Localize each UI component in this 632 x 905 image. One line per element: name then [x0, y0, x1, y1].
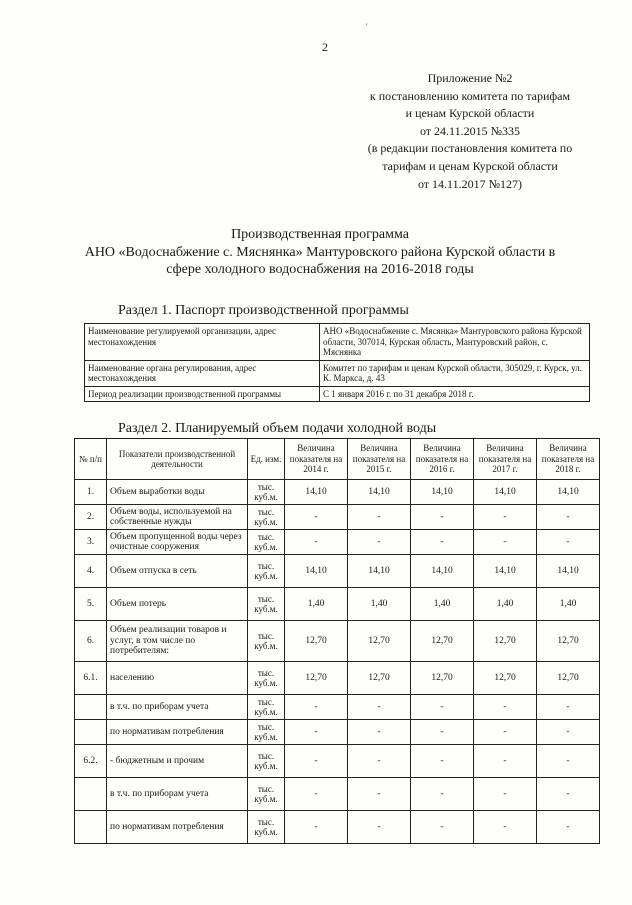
row-value-2014: 1,40 [285, 588, 348, 621]
row-value-2017: - [474, 505, 537, 530]
row-value-2015: 1,40 [348, 588, 411, 621]
table-row [75, 745, 600, 778]
row-number: 6.1. [75, 662, 107, 695]
table-row [75, 778, 600, 811]
row-value-2016: - [411, 720, 474, 745]
row-number: 6. [75, 621, 107, 662]
row-value-2016: - [411, 505, 474, 530]
row-value-2016: 12,70 [411, 621, 474, 662]
row-value-2017: - [474, 811, 537, 844]
row-indicator: Объем пропущенной воды через очистные сооружения [107, 530, 248, 555]
appendix-line: от 24.11.2015 №335 [419, 123, 521, 138]
col-header-2018: Величина показателя на 2018 г. [537, 439, 600, 480]
table-row [85, 324, 590, 361]
col-header-unit: Ед. изм. [248, 439, 285, 480]
row-value-2016: - [411, 530, 474, 555]
volume-table [74, 438, 600, 844]
row-indicator: Объем воды, используемой на собственные нужды [107, 505, 248, 530]
row-value-2018: 1,40 [537, 588, 600, 621]
row-number: 5. [75, 588, 107, 621]
passport-label: Наименование регулируемой организации, адрес местонахождения [85, 324, 320, 361]
row-value-2014: 14,10 [285, 555, 348, 588]
row-value-2015: - [348, 745, 411, 778]
row-indicator: Объем реализации товаров и услуг, в том числе по потребителям: [107, 621, 248, 662]
appendix-block [330, 70, 610, 193]
row-value-2017: 1,40 [474, 588, 537, 621]
row-indicator: Объем потерь [107, 588, 248, 621]
table-row [75, 555, 600, 588]
section2-heading: Раздел 2. Планируемый объем подачи холодной воды [118, 421, 437, 436]
row-value-2014: - [285, 720, 348, 745]
row-value-2014: 12,70 [285, 662, 348, 695]
title-line: АНО «Водоснабжение с. Мяснянка» Мантуровского района Курской области в [84, 244, 556, 260]
row-value-2018: 12,70 [537, 662, 600, 695]
row-number [75, 778, 107, 811]
row-indicator: Объем отпуска в сеть [107, 555, 248, 588]
row-value-2017: - [474, 530, 537, 555]
row-value-2014: 12,70 [285, 621, 348, 662]
document-title [60, 226, 580, 279]
row-value-2018: 14,10 [537, 480, 600, 505]
row-number: 3. [75, 530, 107, 555]
col-header-2015: Величина показателя на 2015 г. [348, 439, 411, 480]
title-line: Производственная программа [231, 227, 409, 242]
appendix-line: (в редакции постановления комитета по [367, 141, 573, 156]
row-value-2018: - [537, 778, 600, 811]
appendix-line: и ценам Курской области [405, 106, 535, 121]
table-header-row [75, 439, 600, 480]
row-value-2014: - [285, 505, 348, 530]
row-value-2018: - [537, 505, 600, 530]
row-number: 2. [75, 505, 107, 530]
row-number [75, 811, 107, 844]
table-row [75, 505, 600, 530]
table-row [75, 530, 600, 555]
row-value-2018: 12,70 [537, 621, 600, 662]
row-value-2016: 14,10 [411, 555, 474, 588]
row-unit: тыс. куб.м. [248, 745, 285, 778]
row-value-2016: 12,70 [411, 662, 474, 695]
row-unit: тыс. куб.м. [248, 720, 285, 745]
row-unit: тыс. куб.м. [248, 588, 285, 621]
appendix-line: от 14.11.2017 №127) [417, 176, 523, 191]
col-header-2014: Величина показателя на 2014 г. [285, 439, 348, 480]
row-value-2017: - [474, 778, 537, 811]
table-row [75, 480, 600, 505]
row-value-2018: - [537, 811, 600, 844]
row-indicator: по нормативам потребления [107, 720, 248, 745]
row-indicator: в т.ч. по приборам учета [107, 778, 248, 811]
table-row [75, 811, 600, 844]
row-value-2016: - [411, 778, 474, 811]
row-value-2015: 12,70 [348, 621, 411, 662]
table-row [75, 621, 600, 662]
col-header-num: № п/п [75, 439, 107, 480]
row-number: 4. [75, 555, 107, 588]
row-unit: тыс. куб.м. [248, 555, 285, 588]
row-value-2014: - [285, 530, 348, 555]
row-unit: тыс. куб.м. [248, 480, 285, 505]
table-row [75, 662, 600, 695]
row-value-2018: - [537, 530, 600, 555]
row-indicator: в т.ч. по приборам учета [107, 695, 248, 720]
row-value-2014: - [285, 745, 348, 778]
row-value-2015: 12,70 [348, 662, 411, 695]
passport-value: АНО «Водоснабжение с. Мясянка» Мантуровского района Курской области, 307014, Курская область, Мантуровский район, с. Мяснянка [320, 324, 590, 361]
appendix-line: тарифам и ценам Курской области [382, 158, 558, 173]
passport-table [84, 323, 590, 402]
row-value-2014: 14,10 [285, 480, 348, 505]
row-indicator: населению [107, 662, 248, 695]
row-unit: тыс. куб.м. [248, 505, 285, 530]
table-row [75, 695, 600, 720]
row-value-2015: 14,10 [348, 480, 411, 505]
passport-label: Наименование органа регулирования, адрес местонахождения [85, 360, 320, 386]
col-header-indicator: Показатели производственной деятельности [107, 439, 248, 480]
row-value-2016: - [411, 695, 474, 720]
row-value-2015: - [348, 778, 411, 811]
row-value-2016: 1,40 [411, 588, 474, 621]
row-value-2018: - [537, 720, 600, 745]
row-value-2018: - [537, 695, 600, 720]
row-value-2016: 14,10 [411, 480, 474, 505]
row-value-2017: 12,70 [474, 621, 537, 662]
row-value-2015: - [348, 695, 411, 720]
row-number: 1. [75, 480, 107, 505]
row-value-2016: - [411, 745, 474, 778]
appendix-line: к постановлению комитета по тарифам [369, 88, 571, 103]
row-value-2016: - [411, 811, 474, 844]
row-unit: тыс. куб.м. [248, 695, 285, 720]
row-number [75, 695, 107, 720]
page-number: 2 [322, 40, 328, 54]
passport-label: Период реализации производственной программы [85, 386, 320, 402]
table-row [85, 360, 590, 386]
row-value-2017: 14,10 [474, 555, 537, 588]
row-value-2017: - [474, 720, 537, 745]
table-row [75, 588, 600, 621]
section1-heading: Раздел 1. Паспорт производственной программы [118, 303, 409, 318]
row-unit: тыс. куб.м. [248, 778, 285, 811]
row-value-2017: 12,70 [474, 662, 537, 695]
row-value-2014: - [285, 778, 348, 811]
row-value-2015: - [348, 505, 411, 530]
row-number: 6.2. [75, 745, 107, 778]
title-line: сфере холодного водоснабжения на 2016-2018 годы [166, 262, 474, 277]
table-row [75, 720, 600, 745]
row-value-2015: - [348, 720, 411, 745]
col-header-2017: Величина показателя на 2017 г. [474, 439, 537, 480]
row-value-2018: - [537, 745, 600, 778]
row-value-2018: 14,10 [537, 555, 600, 588]
row-unit: тыс. куб.м. [248, 621, 285, 662]
row-value-2017: - [474, 745, 537, 778]
row-indicator: - бюджетным и прочим [107, 745, 248, 778]
row-value-2014: - [285, 811, 348, 844]
row-indicator: Объем выработки воды [107, 480, 248, 505]
scan-mark: ' [366, 22, 368, 31]
row-value-2015: - [348, 811, 411, 844]
row-value-2017: - [474, 695, 537, 720]
table-row [85, 386, 590, 402]
row-number [75, 720, 107, 745]
col-header-2016: Величина показателя на 2016 г. [411, 439, 474, 480]
appendix-line: Приложение №2 [427, 71, 513, 85]
row-value-2015: - [348, 530, 411, 555]
row-value-2017: 14,10 [474, 480, 537, 505]
row-value-2014: - [285, 695, 348, 720]
row-indicator: по нормативам потребления [107, 811, 248, 844]
passport-value: С 1 января 2016 г. по 31 декабря 2018 г. [320, 386, 590, 402]
row-value-2015: 14,10 [348, 555, 411, 588]
row-unit: тыс. куб.м. [248, 662, 285, 695]
row-unit: тыс. куб.м. [248, 530, 285, 555]
passport-value: Комитет по тарифам и ценам Курской области, 305029, г. Курск, ул. К. Маркса, д. 43 [320, 360, 590, 386]
row-unit: тыс. куб.м. [248, 811, 285, 844]
